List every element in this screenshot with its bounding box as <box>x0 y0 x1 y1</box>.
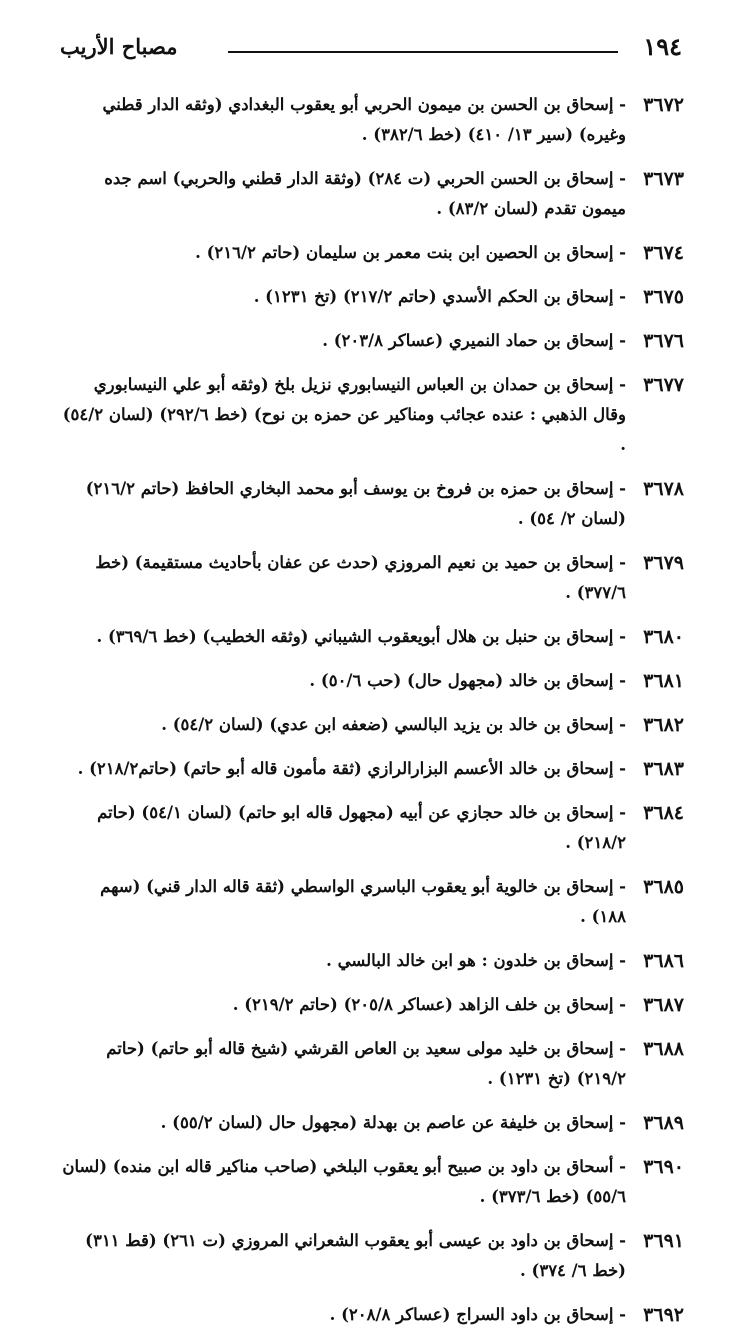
entry-number: ٣٦٨٣ <box>643 758 684 780</box>
entry-text: - إسحاق بن داود السراج (عساكر ٢٠٨/٨) . <box>329 1305 626 1324</box>
entry <box>62 90 684 150</box>
entry-number: ٣٦٧٨ <box>643 478 684 500</box>
page-header <box>60 28 682 68</box>
entry-text: - إسحاق بن خالوية أبو يعقوب الباسري الواسطي (ثقة قاله الدار قني) (سهم ١٨٨) . <box>100 877 626 926</box>
entry-number: ٣٦٨٨ <box>643 1038 684 1060</box>
entry-text: - إسحاق بن حماد النميري (عساكر ٢٠٣/٨) . <box>322 331 626 350</box>
entry-number: ٣٦٧٥ <box>643 286 684 308</box>
entry <box>62 282 684 312</box>
entry <box>62 872 684 932</box>
entry-text: - إسحاق بن الحكم الأسدي (حاتم ٢١٧/٢) (تخ ١٢٣١) . <box>253 287 626 306</box>
entry-number: ٣٦٧٤ <box>643 242 684 264</box>
entry <box>62 238 684 268</box>
entry <box>62 754 684 784</box>
header-rule <box>228 51 618 53</box>
entry-number: ٣٦٨٩ <box>643 1112 684 1134</box>
entry <box>62 370 684 460</box>
entry-text: - إسحاق بن خليد مولى سعيد بن العاص القرشي (شيخ قاله أبو حاتم) (حاتم ٢١٩/٢) (تخ ١٢٣١) . <box>106 1039 626 1088</box>
entry-number: ٣٦٨٠ <box>643 626 684 648</box>
entry-number: ٣٦٩١ <box>643 1230 684 1252</box>
entry-text: - إسحاق بن الحصين ابن بنت معمر بن سليمان (حاتم ٢١٦/٢) . <box>195 243 626 262</box>
entry <box>62 164 684 224</box>
entry-number: ٣٦٧٩ <box>643 552 684 574</box>
entry-number: ٣٦٧٢ <box>643 94 684 116</box>
entry <box>62 710 684 740</box>
entry <box>62 798 684 858</box>
entry <box>62 666 684 696</box>
entry <box>62 548 684 608</box>
entry-text: - إسحاق بن حنبل بن هلال أبويعقوب الشيباني (وثقه الخطيب) (خط ٣٦٩/٦) . <box>96 627 626 646</box>
entry-number: ٣٦٨١ <box>643 670 684 692</box>
entry <box>62 1034 684 1094</box>
entry-number: ٣٦٨٢ <box>643 714 684 736</box>
entry <box>62 990 684 1020</box>
entry-text: - إسحاق بن خلف الزاهد (عساكر ٢٠٥/٨) (حاتم ٢١٩/٢) . <box>232 995 626 1014</box>
entry-text: - إسحاق بن الحسن بن ميمون الحربي أبو يعقوب البغدادي (وثقه الدار قطني وغيره) (سير ١٣/ ٤١٠) (خط ٣٨٢/٦) . <box>102 95 626 144</box>
entry-text: - إسحاق بن حمزه بن فروخ بن يوسف أبو محمد البخاري الحافظ (حاتم ٢١٦/٢) (لسان ٢/ ٥٤) . <box>85 479 626 528</box>
entry-number: ٣٦٧٦ <box>643 330 684 352</box>
entry-number: ٣٦٩٠ <box>643 1156 684 1178</box>
entry <box>62 1226 684 1286</box>
entry <box>62 1152 684 1212</box>
entry <box>62 622 684 652</box>
entry-text: - إسحاق بن خلدون : هو ابن خالد البالسي . <box>326 951 626 970</box>
entry-text: - إسحاق بن خالد حجازي عن أبيه (مجهول قاله ابو حاتم) (لسان ٥٤/١) (حاتم ٢١٨/٢) . <box>97 803 626 852</box>
entry-number: ٣٦٧٣ <box>643 168 684 190</box>
entry <box>62 1108 684 1138</box>
entry-number: ٣٦٨٤ <box>643 802 684 824</box>
entry-list <box>62 90 684 1344</box>
entry-text: - إسحاق بن خليفة عن عاصم بن بهدلة (مجهول حال (لسان ٥٥/٢) . <box>160 1113 626 1132</box>
entry-text: - إسحاق بن خالد بن يزيد البالسي (ضعفه ابن عدي) (لسان ٥٤/٢) . <box>161 715 626 734</box>
entry-text: - أسحاق بن داود بن صبيح أبو يعقوب البلخي (صاحب مناكير قاله ابن منده) (لسان ٥٥/٦) (خط ٣٧٣/٦) . <box>62 1157 626 1206</box>
entry <box>62 1300 684 1330</box>
entry <box>62 326 684 356</box>
entry-number: ٣٦٨٦ <box>643 950 684 972</box>
entry-text: - إسحاق بن حميد بن نعيم المروزي (حدث عن عفان بأحاديث مستقيمة) (خط ٣٧٧/٦) . <box>95 553 626 602</box>
entry-text: - إسحاق بن خالد الأعسم البزارالرازي (ثقة مأمون قاله أبو حاتم) (حاتم٢١٨/٢) . <box>77 759 626 778</box>
page-number: ١٩٤ <box>643 32 682 61</box>
entry <box>62 946 684 976</box>
entry-text: - إسحاق بن خالد (مجهول حال) (حب ٥٠/٦) . <box>309 671 626 690</box>
entry-text: - إسحاق بن داود بن عيسى أبو يعقوب الشعراني المروزي (ت ٢٦١) (قط ٣١١) (خط ٦/ ٣٧٤) . <box>85 1231 626 1280</box>
entry-number: ٣٦٩٢ <box>643 1304 684 1326</box>
entry <box>62 474 684 534</box>
entry-text: - إسحاق بن حمدان بن العباس النيسابوري نزيل بلخ (وثقه أبو علي النيسابوري وقال الذهبي : عنده عجائب ومناكير عن حمزه بن نوح) (خط ٢٩٢/٦) (لسان ٥٤/٢) . <box>62 375 626 454</box>
entry-number: ٣٦٨٧ <box>643 994 684 1016</box>
entry-number: ٣٦٨٥ <box>643 876 684 898</box>
entry-number: ٣٦٧٧ <box>643 374 684 396</box>
running-title: مصباح الأريب <box>60 34 178 59</box>
entry-text: - إسحاق بن الحسن الحربي (ت ٢٨٤) (وثقة الدار قطني والحربي) اسم جده ميمون تقدم (لسان ٨٣/٢) . <box>104 169 626 218</box>
